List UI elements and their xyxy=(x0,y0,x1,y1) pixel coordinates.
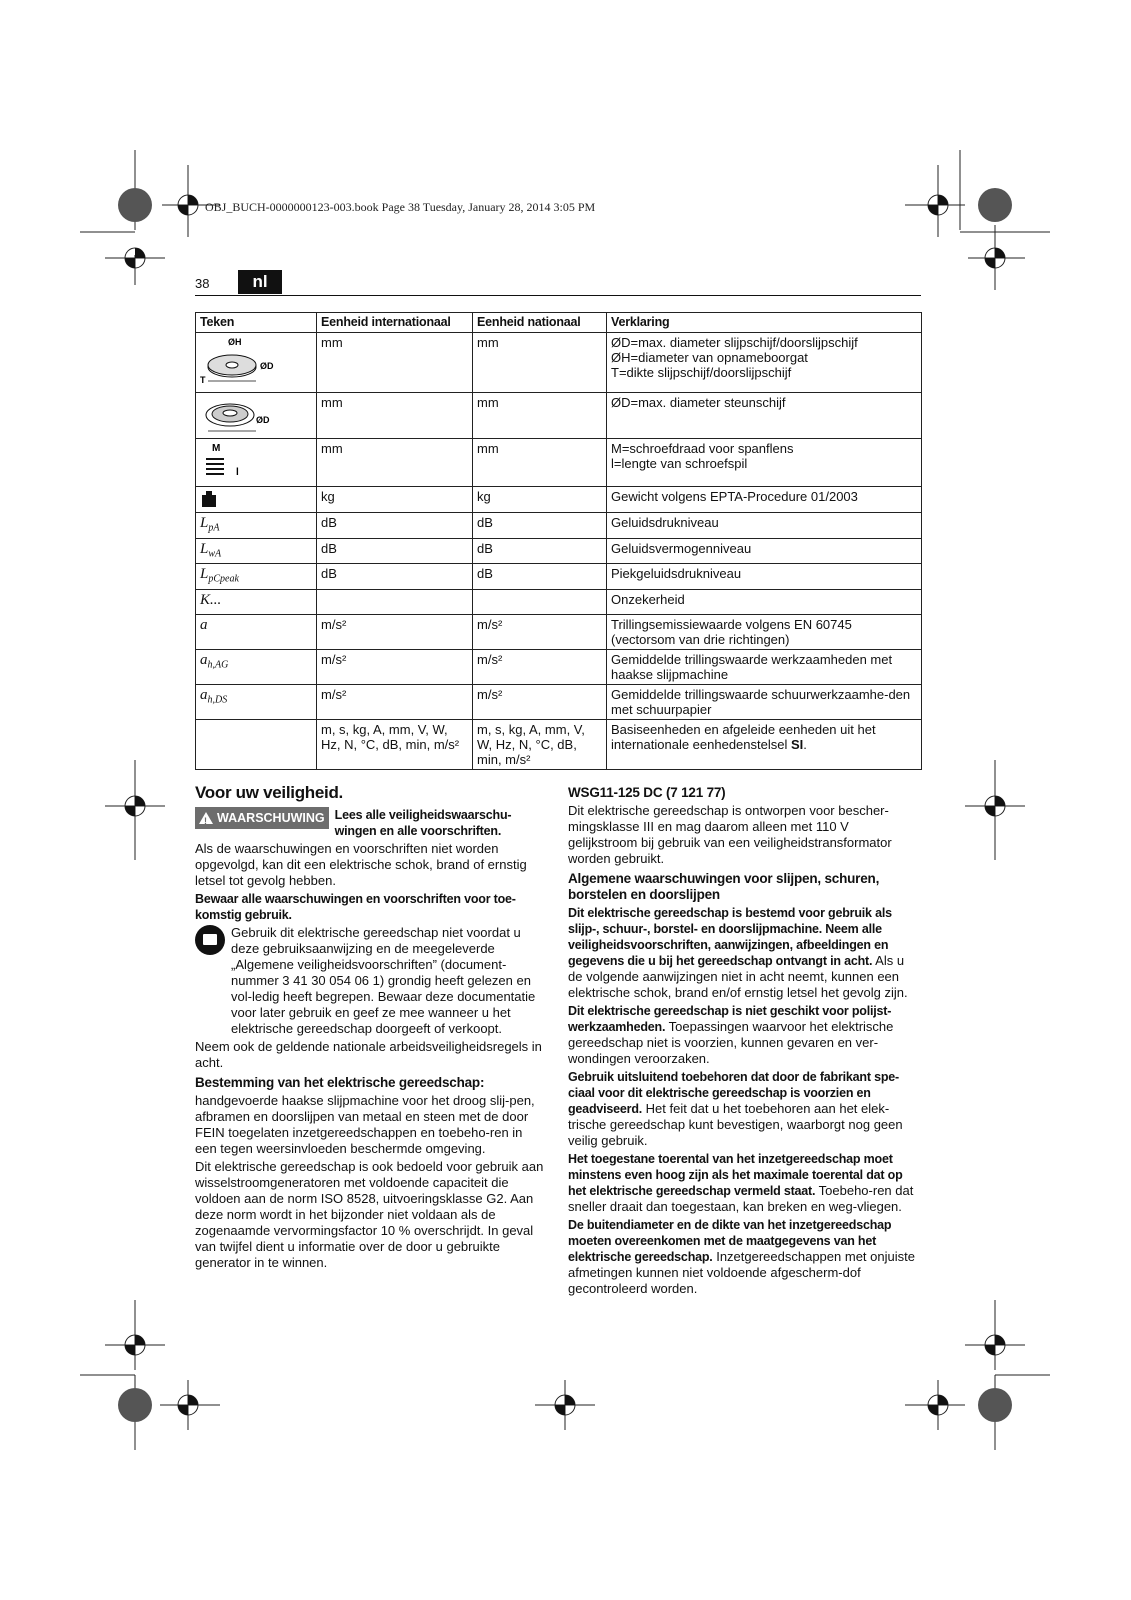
bold-paragraph: Bewaar alle waarschuwingen en voorschriften voor toe-komstig gebruik. xyxy=(195,892,516,922)
nat-unit: dB xyxy=(473,564,607,590)
paragraph: Neem ook de geldende nationale arbeidsveiligheidsregels in acht. xyxy=(195,1039,542,1070)
read-manual-row xyxy=(195,925,545,1039)
nat-unit: m/s² xyxy=(473,615,607,650)
symbol: K... xyxy=(200,591,222,608)
left-column xyxy=(195,785,545,1273)
nat-unit: m/s² xyxy=(473,650,607,685)
warning-triangle-icon xyxy=(199,812,213,824)
nat-unit: m/s² xyxy=(473,685,607,720)
paragraph-text: Als u de volgende aanwijzingen niet in acht neemt, kunnen een elektrische schok, brand en/of ernstig letsel het gevolg zijn. xyxy=(568,953,908,1000)
bold-text: De buitendiameter en de dikte van het inzetgereedschap moeten overeenkomen met de maatgegevens van het elektrische gereedschap. xyxy=(568,1218,892,1264)
section-title: Voor uw veiligheid. xyxy=(195,783,343,802)
explanation-text: Onzekerheid xyxy=(607,589,922,615)
table-row xyxy=(196,538,922,564)
paragraph-text: Inzetgereedschappen met onjuiste afmetingen kunnen niet voldoende afgescherm-dof gecontroleerd worden. xyxy=(568,1249,915,1296)
table-row xyxy=(196,615,922,650)
right-column xyxy=(568,785,921,1299)
intl-unit: mm xyxy=(317,393,473,439)
paragraph: Dit elektrische gereedschap is ontworpen voor bescher-mingsklasse III en mag daarom alleen met 110 V gelijkstroom bij gebruik van een veiligheidstransformator worden gebruikt. xyxy=(568,803,892,866)
table-row xyxy=(196,589,922,615)
explanation-line: ØD=max. diameter slijpschijf/doorslijpschijf xyxy=(611,335,858,350)
nat-unit: dB xyxy=(473,513,607,539)
paragraph: Dit elektrische gereedschap is ook bedoeld voor gebruik aan wisselstroomgeneratoren met voldoende capaciteit die voldoen aan de norm ISO 8528, uitvoeringsklasse G2. Aan deze norm wordt in het bijzonder niet voldaan als de zogenaamde vervormingsfactor 10 % overschrijdt. In geval van twijfel dient u informatie over de door u gebruikte generator in te winnen. xyxy=(195,1159,544,1270)
explanation-line: T=dikte slijpschijf/doorslijpschijf xyxy=(611,365,792,380)
symbol-cell xyxy=(196,513,317,539)
table-row xyxy=(196,439,922,487)
column-header: Verklaring xyxy=(607,313,922,333)
thread-spindle-icon xyxy=(196,439,317,487)
grinding-disc-dimensions-icon xyxy=(196,333,317,393)
warning-text: Lees alle veiligheidswaarschu-wingen en alle voorschriften. xyxy=(334,808,512,838)
symbol-subscript: pA xyxy=(208,522,220,534)
explanation-text: Geluidsvermogenniveau xyxy=(607,538,922,564)
column-header: Teken xyxy=(196,313,317,333)
explanation-line: Gewicht volgens EPTA-Procedure 01/2003 xyxy=(611,489,858,504)
table-row xyxy=(196,720,922,770)
paragraph: Gebruik dit elektrische gereedschap niet voordat u deze gebruiksaanwijzing en de meegeleverde „Algemene veiligheidsvoorschriften” (document-nummer 3 41 30 054 06 1) grondig heeft gelezen en vol-ledig heeft begrepen. Bewaar deze documentatie voor later gebruik en geef ze mee wanneer u het elektrische gereedschap doorgeeft of verkoopt. xyxy=(231,925,536,1036)
icon-label: M xyxy=(212,443,221,454)
symbol: L xyxy=(200,566,209,583)
intl-unit: dB xyxy=(317,538,473,564)
model-heading: WSG11-125 DC (7 121 77) xyxy=(568,785,726,800)
page-number: 38 xyxy=(195,276,210,291)
read-manual-icon xyxy=(195,925,225,955)
symbol-cell xyxy=(196,685,317,720)
paragraph-text: Toepassingen waarvoor het elektrische gereedschap niet is voorzien, kunnen gevaren en ver-wondingen veroorzaken. xyxy=(568,1019,894,1066)
icon-label: T xyxy=(200,375,206,385)
symbol-subscript: wA xyxy=(208,548,222,560)
nat-unit: mm xyxy=(473,333,607,393)
intl-unit: m/s² xyxy=(317,650,473,685)
symbol: L xyxy=(200,515,209,531)
table-header-row xyxy=(196,313,922,333)
bold-text: Dit elektrische gereedschap is bestemd voor gebruik als slijp-, schuur-, borstel- en doorslijpmachine. Neem alle veiligheidsvoorschriften, aanwijzingen, afbeeldingen en gegevens die u bij het gereedschap ontvangt in acht. xyxy=(568,906,892,968)
si-label: SI xyxy=(790,737,804,753)
nat-unit: mm xyxy=(473,439,607,487)
intl-unit: m, s, kg, A, mm, V, W, Hz, N, °C, dB, min, m/s² xyxy=(317,720,473,770)
intl-unit xyxy=(317,589,473,615)
header-rule xyxy=(195,295,921,296)
symbol-cell xyxy=(196,589,317,615)
icon-label: ØD xyxy=(260,361,274,371)
explanation-line: M=schroefdraad voor spanflens xyxy=(611,441,794,456)
paragraph: handgevoerde haakse slijpmachine voor het droog slij-pen, afbramen en doorslijpen van metaal en steen met de door FEIN toegelaten inzetgereedschappen en toebeho-ren in een tegen weersinvloeden beschermde omgeving. xyxy=(195,1093,535,1156)
bold-text: Dit elektrische gereedschap is niet geschikt voor polijst-werkzaamheden. xyxy=(568,1004,892,1034)
paragraph: Als de waarschuwingen en voorschriften niet worden opgevolgd, kan dit een elektrische schok, brand of ernstig letsel tot gevolg hebben. xyxy=(195,841,527,888)
symbol: a xyxy=(200,617,208,634)
column-header: Eenheid internationaal xyxy=(317,313,473,333)
paragraph-text: Toebeho-ren dat sneller draait dan toegestaan, kan breken en weg-vliegen. xyxy=(568,1183,914,1214)
symbol-cell xyxy=(196,615,317,650)
intl-unit: kg xyxy=(317,487,473,513)
nat-unit xyxy=(473,589,607,615)
bold-text: Gebruik uitsluitend toebehoren dat door de fabrikant spe-ciaal voor dit elektrische gereedschap is voorzien en geadviseerd. xyxy=(568,1070,899,1116)
table-row xyxy=(196,513,922,539)
explanation-text: Trillingsemissiewaarde volgens EN 60745 (vectorsom van drie richtingen) xyxy=(607,615,922,650)
table-row xyxy=(196,487,922,513)
nat-unit: kg xyxy=(473,487,607,513)
icon-label: l xyxy=(236,467,239,478)
symbols-table xyxy=(195,312,922,770)
icon-label: ØH xyxy=(228,337,242,347)
intl-unit: dB xyxy=(317,513,473,539)
table-row xyxy=(196,333,922,393)
warning-badge-label: WAARSCHUWING xyxy=(217,811,325,825)
nat-unit: dB xyxy=(473,538,607,564)
bold-text: Het toegestane toerental van het inzetgereedschap moet minstens even hoog zijn als het maximale toerental dat op het elektrische gereedschap vermeld staat. xyxy=(568,1152,903,1198)
intl-unit: m/s² xyxy=(317,685,473,720)
icon-label: ØD xyxy=(256,415,270,425)
backing-pad-icon xyxy=(196,393,317,439)
intl-unit: m/s² xyxy=(317,615,473,650)
intl-unit: dB xyxy=(317,564,473,590)
explanation-text: Geluidsdrukniveau xyxy=(607,513,922,539)
paragraph-text: Het feit dat u het toebehoren aan het elek-trische gereedschap kunt bevestigen, waarborgt nog geen veilig gebruik. xyxy=(568,1101,903,1148)
symbol-cell xyxy=(196,650,317,685)
symbol-cell xyxy=(196,538,317,564)
intl-unit: mm xyxy=(317,333,473,393)
book-header-line: OBJ_BUCH-0000000123-003.book Page 38 Tuesday, January 28, 2014 3:05 PM xyxy=(205,200,596,214)
weight-icon xyxy=(196,487,317,513)
symbol: a xyxy=(200,652,208,669)
symbol-cell xyxy=(196,564,317,590)
language-tab: nl xyxy=(238,270,282,294)
explanation-line: ØH=diameter van opnameboorgat xyxy=(611,350,808,365)
warning-badge xyxy=(195,807,329,829)
symbol: L xyxy=(200,540,209,557)
table-row xyxy=(196,685,922,720)
nat-unit: m, s, kg, A, mm, V, W, Hz, N, °C, dB, min, m/s² xyxy=(473,720,607,770)
explanation-text: Gemiddelde trillingswaarde schuurwerkzaamhe-den met schuurpapier xyxy=(607,685,922,720)
nat-unit: mm xyxy=(473,393,607,439)
explanation-text: Gemiddelde trillingswaarde werkzaamheden met haakse slijpmachine xyxy=(607,650,922,685)
column-header: Eenheid nationaal xyxy=(473,313,607,333)
explanation-text: Piekgeluidsdrukniveau xyxy=(607,564,922,590)
warning-row xyxy=(195,807,545,839)
subheading: Bestemming van het elektrische gereedschap: xyxy=(195,1075,485,1090)
symbol: a xyxy=(200,687,208,704)
explanation-line: ØD=max. diameter steunschijf xyxy=(611,395,786,410)
symbol-subscript: pCpeak xyxy=(208,573,239,585)
table-row xyxy=(196,650,922,685)
symbol-subscript: h,AG xyxy=(207,659,229,671)
table-row xyxy=(196,393,922,439)
table-row xyxy=(196,564,922,590)
intl-unit: mm xyxy=(317,439,473,487)
explanation-text: Basiseenheden en afgeleide eenheden uit het internationale eenhedenstelsel xyxy=(611,722,876,753)
subheading: Algemene waarschuwingen voor slijpen, schuren, borstelen en doorslijpen xyxy=(568,871,880,902)
explanation-line: l=lengte van schroefspil xyxy=(611,456,748,471)
symbol-subscript: h,DS xyxy=(207,694,228,706)
explanation-text: . xyxy=(803,737,807,753)
